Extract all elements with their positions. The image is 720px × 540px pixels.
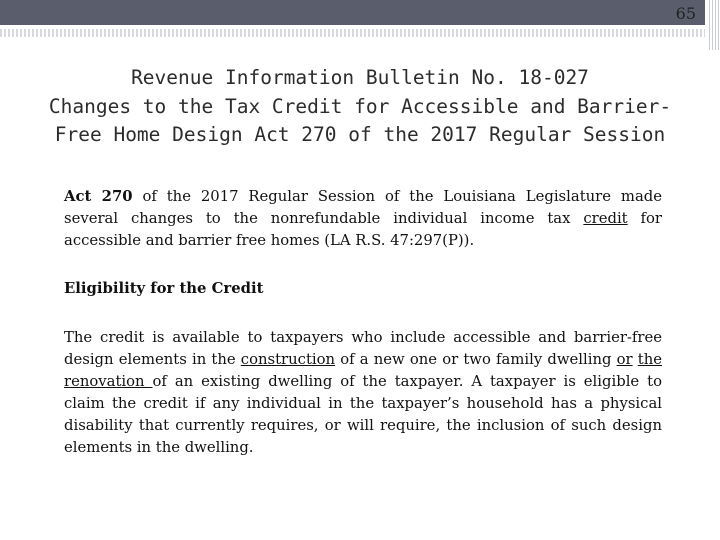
construction-link[interactable]: construction (240, 351, 336, 368)
corner-stripes (709, 0, 720, 50)
credit-link[interactable]: credit (583, 210, 628, 227)
eligibility-text-b: of a new one or two family dwelling (335, 351, 617, 368)
act-label: Act 270 (64, 188, 133, 205)
slide-body (64, 186, 662, 459)
header-stripe (0, 29, 705, 37)
header-bar (0, 0, 705, 25)
eligibility-paragraph (64, 327, 662, 459)
intro-text-a: of the 2017 Regular Session of the Louisiana Legislature made several changes to the nonrefundable individual income tax (64, 188, 662, 227)
title-line-3: Free Home Design Act 270 of the 2017 Regular Session (54, 123, 666, 146)
page-number: 65 (675, 4, 696, 23)
eligibility-text-d: of an existing dwelling of the taxpayer. A taxpayer is eligible to claim the credit if any individual in the taxpayer’s household has a physical disability that currently requires, or will require, the inclusion of such design elements in the dwelling. (64, 373, 662, 456)
renovation-link[interactable]: the renovation (64, 351, 662, 390)
or-link[interactable]: or (616, 351, 633, 368)
title-line-2: Changes to the Tax Credit for Accessible and Barrier- (48, 94, 672, 118)
slide-title (20, 64, 700, 150)
eligibility-text-a: The credit is available to taxpayers who include accessible and barrier-free design elements in the (64, 329, 662, 368)
eligibility-heading: Eligibility for the Credit (64, 280, 264, 297)
title-line-1: Revenue Information Bulletin No. 18-027 (131, 66, 589, 89)
intro-text-b: for accessible and barrier free homes (LA R.S. 47:297(P)). (64, 210, 662, 249)
intro-paragraph (64, 186, 662, 252)
